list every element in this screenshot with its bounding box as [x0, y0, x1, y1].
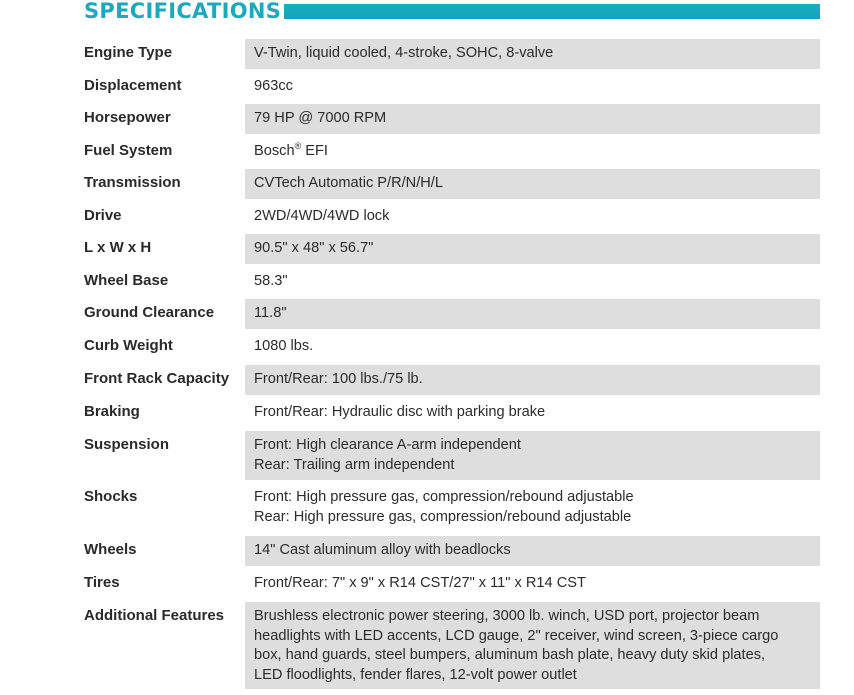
spec-row-braking: [84, 398, 820, 431]
spec-label: Front Rack Capacity: [84, 370, 230, 387]
spec-label: Suspension: [84, 436, 170, 453]
section-title: SPECIFICATIONS: [84, 0, 282, 23]
spec-label: Transmission: [84, 174, 181, 191]
spec-label: Ground Clearance: [84, 304, 215, 321]
section-accent-bar: [284, 4, 820, 19]
spec-row-displacement: [84, 72, 820, 105]
spec-row-wheel-base: [84, 267, 820, 300]
spec-row-fuel-system: [84, 137, 820, 170]
spec-value: 58.3": [254, 272, 288, 289]
spec-value: 1080 lbs.: [254, 338, 314, 354]
registered-mark: ®: [294, 140, 302, 151]
spec-label: Tires: [84, 574, 120, 591]
spec-row-tires: [84, 569, 820, 602]
spec-value: 90.5" x 48" x 56.7": [245, 234, 820, 264]
spec-label: Wheels: [84, 541, 137, 558]
spec-value: CVTech Automatic P/R/N/H/L: [245, 169, 820, 199]
spec-value: V-Twin, liquid cooled, 4-stroke, SOHC, 8-valve: [245, 39, 820, 69]
spec-value: Front: High clearance A-arm independent Rear: Trailing arm independent: [245, 431, 820, 480]
spec-label: L x W x H: [84, 239, 152, 256]
spec-row-curb-weight: [84, 332, 820, 365]
spec-value: 2WD/4WD/4WD lock: [254, 207, 390, 224]
spec-label: Horsepower: [84, 109, 171, 126]
spec-row-transmission: [84, 169, 820, 202]
spec-value: Brushless electronic power steering, 3000 lb. winch, USD port, projector beam headlights with LED accents, LCD gauge, 2" receiver, wind screen, 3-piece cargo box, hand guards, steel bumpers, aluminum bash plate, heavy duty skid plates, LED floodlights, fender flares, 12-volt power outlet: [245, 602, 820, 689]
spec-value: Front: High pressure gas, compression/rebound adjustable Rear: High pressure gas, compression/rebound adjustable: [254, 489, 634, 525]
spec-row-additional-features: [84, 602, 820, 692]
spec-row-engine-type: [84, 39, 820, 72]
spec-label: Additional Features: [84, 607, 225, 624]
spec-value-suffix: EFI: [301, 142, 328, 159]
spec-row-horsepower: [84, 104, 820, 137]
spec-label: Fuel System: [84, 141, 173, 159]
spec-table: [84, 39, 820, 692]
spec-row-wheels: [84, 536, 820, 569]
spec-value: 79 HP @ 7000 RPM: [245, 104, 820, 134]
spec-row-dimensions: [84, 234, 820, 267]
spec-label: Wheel Base: [84, 271, 169, 289]
spec-value: [245, 137, 820, 167]
spec-label: Shocks: [84, 488, 138, 505]
section-header: [84, 0, 820, 24]
spec-row-drive: [84, 202, 820, 235]
spec-row-front-rack-capacity: [84, 365, 820, 398]
spec-value: 14" Cast aluminum alloy with beadlocks: [245, 536, 820, 566]
spec-label: Curb Weight: [84, 337, 173, 354]
spec-label: Engine Type: [84, 44, 173, 61]
spec-value-text: Bosch: [254, 142, 295, 159]
spec-value: 963cc: [254, 77, 293, 94]
spec-value: Front/Rear: 7" x 9" x R14 CST/27" x 11" x R14 CST: [254, 575, 586, 591]
spec-label: Drive: [84, 206, 122, 224]
spec-value: Front/Rear: Hydraulic disc with parking brake: [254, 404, 546, 420]
spec-row-shocks: [84, 483, 820, 536]
spec-label: Displacement: [84, 76, 182, 94]
spec-row-ground-clearance: [84, 299, 820, 332]
spec-value: Front/Rear: 100 lbs./75 lb.: [245, 365, 820, 395]
spec-value: 11.8": [245, 299, 820, 329]
spec-label: Braking: [84, 403, 140, 420]
spec-row-suspension: [84, 431, 820, 483]
